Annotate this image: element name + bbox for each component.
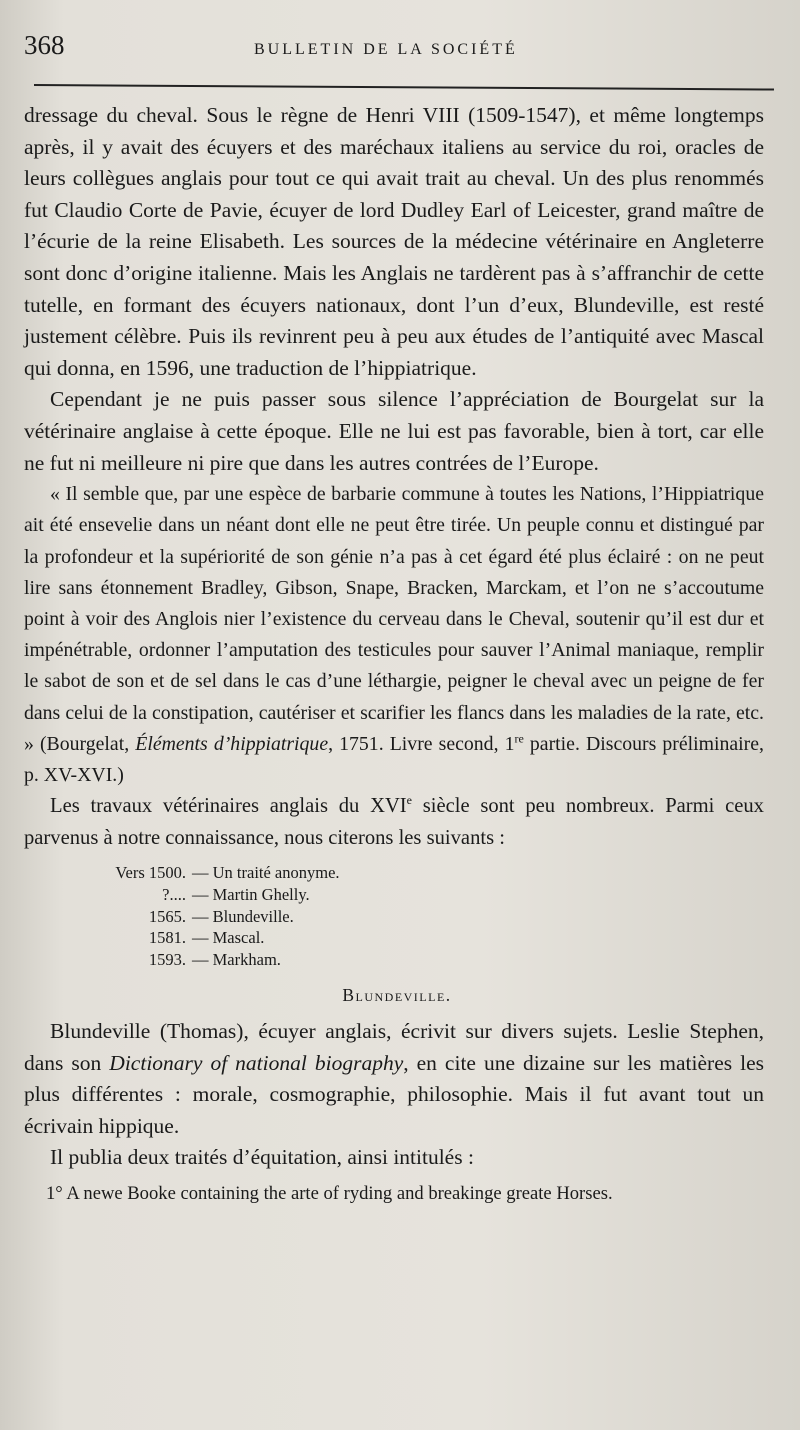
century-suffix: e bbox=[406, 793, 412, 808]
list-item bbox=[56, 927, 770, 949]
section-heading: Blundeville. bbox=[342, 984, 452, 1005]
header-title: BULLETIN DE LA SOCIÉTÉ bbox=[254, 41, 518, 58]
paragraph-4 bbox=[24, 791, 764, 854]
quotation-text: « Il semble que, par une espèce de barbarie commune à toutes les Nations, l’Hippiatrique ait été ensevelie dans un néant dont elle ne peut être tirée. Un peuple connu et distingué par la profondeur et la supériorité de son génie n’a pas à cet égard été plus éclairé : on ne peut lire sans étonnement Bradley, Gibson, Snape, Bracken, Marckam, et l’on ne s’accoutume point à voir des Anglois nier l’existence du cerveau dans le Cheval, soutenir qu’il est dur et impénétrable, ordonner l’amputation des testicules pour sauver l’Animal maniaque, remplir le sabot de son et de sel dans le cas d’une léthargie, peigner le cheval avec un peigne de fer dans celui de la constipation, cautériser et scarifier les flancs dans les maladies de la rate, etc. » (Bourgelat, bbox=[24, 483, 764, 755]
chronology-list bbox=[56, 862, 770, 971]
paragraph-4-end: siècle sont peu nombreux. Parmi ceux parvenus à notre connaissance, nous citerons les suivants : bbox=[24, 795, 764, 849]
list-item bbox=[56, 884, 770, 906]
paragraph-6: Il publia deux traités d’équitation, ainsi intitulés : bbox=[50, 1145, 474, 1170]
quotation-paragraph bbox=[24, 479, 764, 791]
body-text-lower bbox=[24, 1016, 770, 1174]
chronology-year: 1565. bbox=[148, 906, 186, 926]
chronology-entry: — Un traité anonyme. bbox=[192, 862, 340, 882]
list-item bbox=[56, 949, 770, 971]
header-rule bbox=[34, 84, 774, 91]
treatise-title-line: 1° A newe Booke containing the arte of ryding and breakinge greate Horses. bbox=[46, 1182, 613, 1204]
citation-details: , 1751. Livre second, 1 bbox=[328, 732, 515, 755]
chronology-entry: — Mascal. bbox=[192, 928, 265, 948]
chronology-year: 1581. bbox=[148, 928, 186, 948]
dictionary-title: Dictionary of national biography bbox=[109, 1050, 404, 1075]
chronology-year: Vers 1500. bbox=[115, 862, 186, 882]
list-item bbox=[56, 862, 770, 884]
paragraph-5-end: , en cite une dizaine sur les matières les plus différentes : morale, cosmographie, philosophie. Mais il fut avant tout un écrivain hippique. bbox=[24, 1050, 764, 1138]
running-head bbox=[24, 30, 770, 84]
paragraph-4-start: Les travaux vétérinaires anglais du XVI bbox=[50, 795, 407, 818]
list-item bbox=[56, 906, 770, 928]
citation-end: partie. Discours préliminaire, p. XV-XVI.) bbox=[24, 732, 764, 786]
paragraph-5-start: Blundeville (Thomas), écuyer anglais, écrivit sur divers sujets. Leslie Stephen, dans son bbox=[24, 1018, 764, 1075]
chronology-year: ?.... bbox=[162, 884, 186, 904]
cited-work-title: Éléments d’hippiatrique bbox=[135, 732, 329, 755]
chronology-entry: — Blundeville. bbox=[192, 906, 294, 926]
body-text bbox=[24, 100, 770, 854]
chronology-year: 1593. bbox=[148, 950, 186, 970]
ordinal-suffix: re bbox=[514, 731, 524, 746]
page-number: 368 bbox=[24, 30, 65, 60]
chronology-entry: — Martin Ghelly. bbox=[192, 884, 310, 904]
paragraph-1: dressage du cheval. Sous le règne de Henri VIII (1509-1547), et même longtemps après, il y avait des écuyers et des maréchaux italiens au service du roi, oracles de leurs collègues anglais pour tout ce qui avait trait au cheval. Un des plus renommés fut Claudio Corte de Pavie, écuyer de lord Dudley Earl of Leicester, grand maître de l’écurie de la reine Elisabeth. Les sources de la médecine vétérinaire en Angleterre sont donc d’origine italienne. Mais les Anglais ne tardèrent pas à s’affranchir de cette tutelle, en formant des écuyers nationaux, dont l’un d’eux, Blundeville, est resté justement célèbre. Puis ils revinrent peu à peu aux études de l’antiquité avec Mascal qui donna, en 1596, une traduction de l’hippiatrique. bbox=[24, 103, 764, 380]
paragraph-5 bbox=[24, 1016, 764, 1142]
paragraph-2: Cependant je ne puis passer sous silence l’appréciation de Bourgelat sur la vétérinaire anglaise à cette époque. Elle ne lui est pas favorable, bien à tort, car elle ne fut ni meilleure ni pire que dans les autres contrées de l’Europe. bbox=[24, 387, 764, 475]
chronology-entry: — Markham. bbox=[192, 950, 281, 970]
